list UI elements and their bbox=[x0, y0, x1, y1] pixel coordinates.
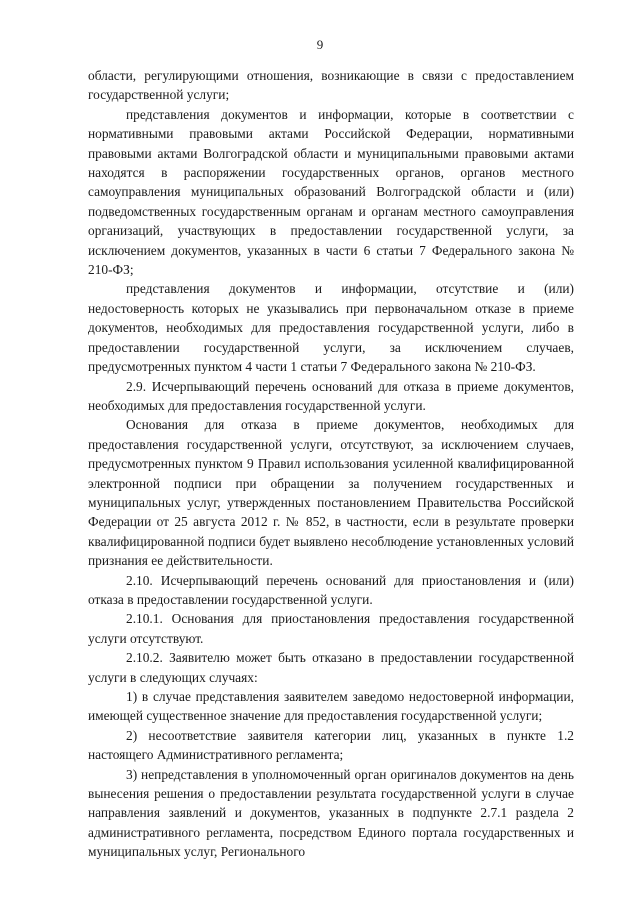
paragraph: Основания для отказа в приеме документов, необходимых для предоставления государственной услуги, отсутствуют, за исключением случаев, предусмотренных пунктом 9 Правил использования усиленной квалифицированной электронной подписи при обращении за получением государственных и муниципальных услуг, утвержденных постановлением Правительства Российской Федерации от 25 августа 2012 г. № 852, в частности, если в результате проверки квалифицированной подписи будет выявлено несоблюдение установленных условий признания ее действительности. bbox=[88, 417, 574, 569]
paragraph: 2.10.1. Основания для приостановления предоставления государственной услуги отсутствуют. bbox=[88, 611, 574, 646]
paragraph: представления документов и информации, отсутствие и (или) недостоверность которых не указывались при первоначальном отказе в приеме документов, необходимых для предоставления государственной услуги, либо в предоставлении государственной услуги, за исключением случаев, предусмотренных пунктом 4 части 1 статьи 7 Федерального закона № 210-ФЗ. bbox=[88, 281, 574, 375]
paragraph: представления документов и информации, которые в соответствии с нормативными правовыми актами Российской Федерации, нормативными правовыми актами Волгоградской области и муниципальными правовыми актами находятся в распоряжении государственных органов, органов местного самоуправления муниципальных образований Волгоградской области и (или) подведомственных государственным органам и органам местного самоуправления организаций, участвующих в предоставлении государственной услуги, за исключением документов, указанных в части 6 статьи 7 Федерального закона № 210-ФЗ; bbox=[88, 106, 574, 278]
paragraph: области, регулирующими отношения, возникающие в связи с предоставлением государственной услуги; bbox=[88, 68, 574, 103]
paragraph: 2.9. Исчерпывающий перечень оснований для отказа в приеме документов, необходимых для предоставления государственной услуги. bbox=[88, 378, 574, 413]
page-number: 9 bbox=[316, 37, 324, 52]
paragraph: 1) в случае представления заявителем заведомо недостоверной информации, имеющей существенное значение для предоставления государственной услуги; bbox=[88, 689, 574, 724]
paragraph: 2) несоответствие заявителя категории лиц, указанных в пункте 1.2 настоящего Административного регламента; bbox=[88, 727, 574, 763]
paragraph: 2.10.2. Заявителю может быть отказано в предоставлении государственной услуги в следующих случаях: bbox=[88, 650, 574, 685]
paragraph: 3) непредставления в уполномоченный орган оригиналов документов на день вынесения решения о предоставлении результата государственной услуги в случае направления заявлений и документов, указанных в подпункте 2.7.1 раздела 2 административного регламента, посредством Единого портала государственных и муниципальных услуг, Регионального bbox=[88, 766, 574, 860]
paragraph: 2.10. Исчерпывающий перечень оснований для приостановления и (или) отказа в предоставлении государственной услуги. bbox=[88, 572, 574, 607]
document-body bbox=[88, 66, 574, 862]
